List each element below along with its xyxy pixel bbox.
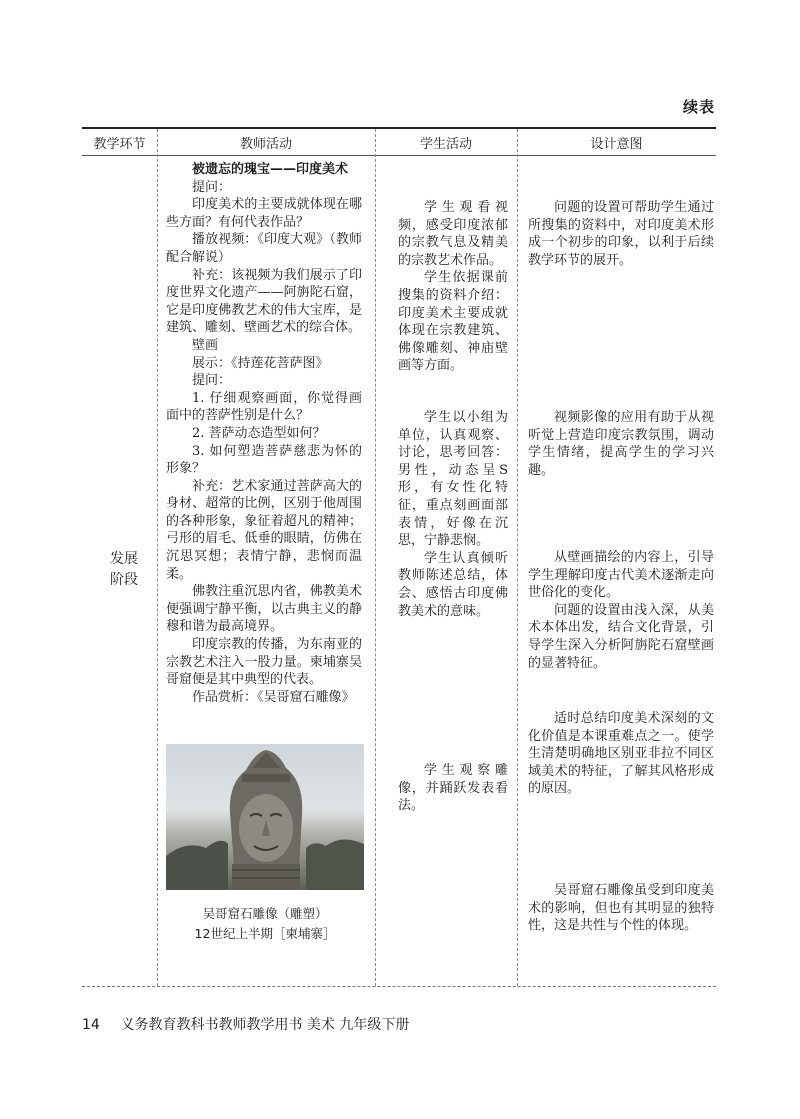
teacher-line: 作品赏析：《吴哥窟石雕像》: [192, 689, 355, 705]
student-block: [398, 199, 508, 375]
intent-text: 从壁画描绘的内容上，引导学生理解印度古代美术逐渐走向世俗化的变化。: [528, 550, 714, 601]
caption-date: 12世纪上半期［柬埔寨］: [194, 926, 336, 941]
column-divider: [375, 129, 376, 986]
teacher-line: 2. 菩萨动态造型如何？: [192, 425, 326, 441]
student-text: 学生依据课前搜集的资料介绍：印度美术主要成就体现在宗教建筑、佛像雕刻、神庙壁画等方面。: [398, 270, 508, 374]
header-teacher: 教师活动: [239, 137, 292, 152]
teacher-line: 展示：《持莲花菩萨图》: [192, 355, 329, 371]
teacher-line: 提问：: [192, 179, 232, 195]
teacher-line: 印度美术的主要成就体现在哪些方面？有何代表作品？: [166, 197, 362, 230]
book-title: 义务教育教科书教师教学用书 美术 九年级下册: [120, 1017, 410, 1033]
teacher-line: 3. 如何塑造菩萨慈悲为怀的形象？: [166, 443, 362, 477]
section-title: 被遗忘的瑰宝——印度美术: [192, 162, 349, 177]
stage-label-line: 发展: [110, 551, 138, 567]
header-stage: 教学环节: [93, 137, 146, 152]
intent-block: [528, 882, 714, 935]
teacher-line: 壁画: [192, 337, 219, 353]
table-header-rule: [82, 155, 716, 156]
intent-text: 视频影像的应用有助于从视听觉上营造印度宗教氛围，调动学生情绪，提高学生的学习兴趣。: [528, 410, 714, 478]
intent-text: 问题的设置可帮助学生通过所搜集的资料中，对印度美术形成一个初步的印象，以利于后续教学环节的展开。: [528, 200, 714, 268]
teacher-line: 补充：艺术家通过菩萨高大的身材、超常的比例，区别于他周围的各种形象，象征着超凡的精神；弓形的眉毛、低垂的眼睛，仿佛在沉思冥想；表情宁静，悲悯而温柔。: [166, 478, 362, 582]
column-divider: [517, 129, 518, 986]
student-text: 学生观看视频，感受印度浓郁的宗教气息及精美的宗教艺术作品。: [398, 200, 508, 268]
student-block: [398, 762, 508, 815]
student-text: 学生观察雕像，并踊跃发表看法。: [398, 763, 508, 814]
page-number: 14: [82, 1017, 100, 1033]
student-text: 学生认真倾听教师陈述总结，体会、感悟古印度佛教美术的意味。: [398, 550, 508, 619]
photo-caption: [166, 904, 364, 944]
teacher-activity: [166, 161, 362, 706]
continued-label: 续表: [682, 98, 715, 116]
stage-label: [104, 549, 144, 591]
intent-text: 适时总结印度美术深刻的文化价值是本课重难点之一。使学生清楚明确地区别亚非拉不同区域美术的特征，了解其风格形成的原因。: [528, 711, 714, 797]
intent-block: [528, 549, 714, 672]
column-divider: [157, 129, 158, 986]
header-student: 学生活动: [419, 137, 472, 152]
teacher-line: 1. 仔细观察画面，你觉得画面中的菩萨性别是什么？: [166, 390, 362, 424]
header-intent: 设计意图: [590, 137, 643, 152]
intent-block: [528, 199, 714, 269]
teacher-line: 提问：: [192, 373, 232, 389]
table-bottom-rule: [82, 986, 716, 987]
angkor-sculpture-illustration: [166, 744, 364, 890]
student-text: 学生以小组为单位，认真观察、讨论，思考回答：男性，动态呈S形，有女性化特征，重点刻画面部表情，好像在沉思，宁静悲悯。: [398, 410, 508, 549]
page-footer: [82, 1014, 409, 1034]
teacher-line: 播放视频：《印度大观》（教师配合解说）: [166, 232, 362, 265]
caption-title: 吴哥窟石雕像（雕塑）: [202, 906, 328, 921]
table-top-rule: [82, 127, 716, 129]
angkor-sculpture-photo: [166, 744, 364, 890]
intent-text: 吴哥窟石雕像虽受到印度美术的影响，但也有其明显的独特性，这是共性与个性的体现。: [528, 883, 714, 934]
teacher-line: 补充：该视频为我们展示了印度世界文化遗产——阿旃陀石窟，它是印度佛教艺术的伟大宝库，是建筑、雕刻、壁画艺术的综合体。: [166, 267, 362, 336]
stage-label-line: 阶段: [110, 572, 138, 588]
teacher-line: 印度宗教的传播，为东南亚的宗教艺术注入一股力量。柬埔寨吴哥窟便是其中典型的代表。: [166, 637, 362, 688]
intent-block: [528, 409, 714, 479]
student-block: [398, 409, 508, 620]
intent-text: 问题的设置由浅入深，从美术本体出发，结合文化背景，引导学生深入分析阿旃陀石窟壁画的显著特征。: [528, 602, 714, 671]
teacher-line: 佛教注重沉思内省，佛教美术便强调宁静平衡，以古典主义的静穆和谐为最高境界。: [166, 584, 362, 635]
intent-block: [528, 710, 714, 798]
